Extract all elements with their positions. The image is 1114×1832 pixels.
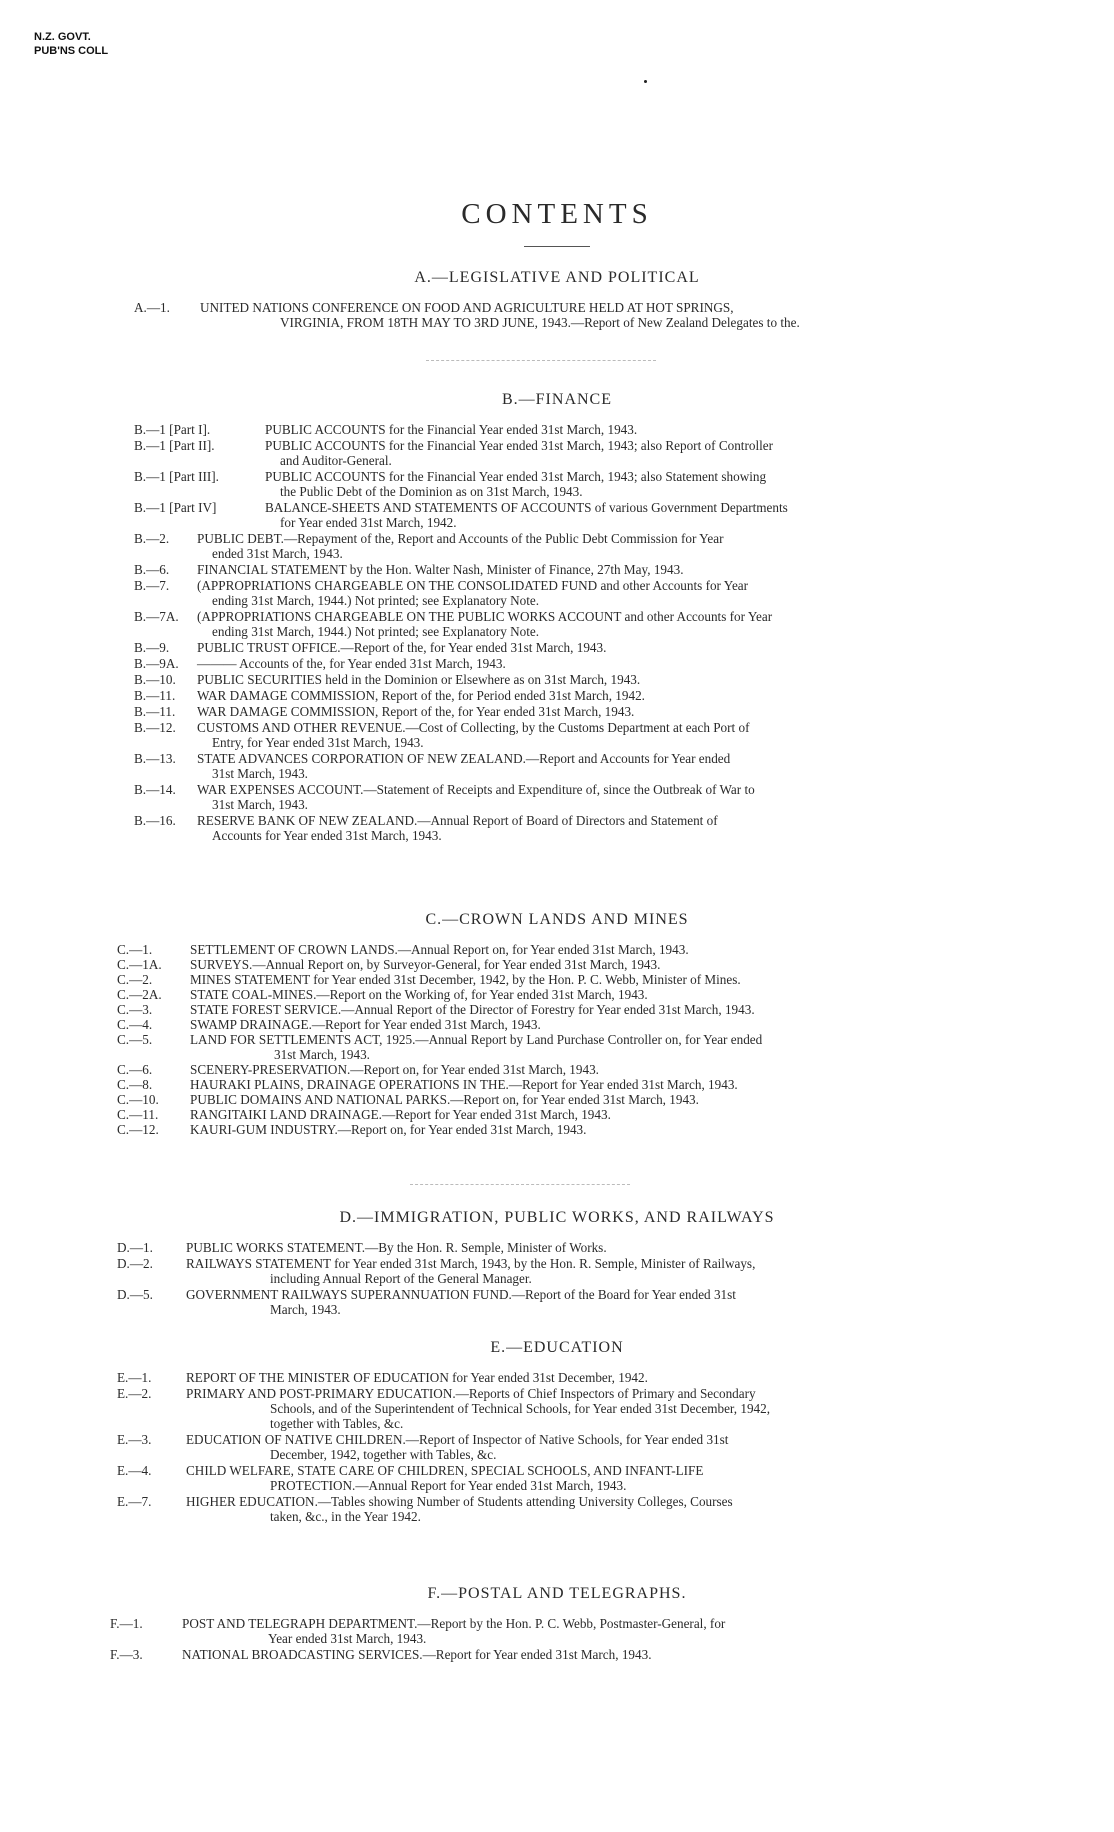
entry-code: D.—1. <box>117 1240 153 1255</box>
entry-title: REPORT OF THE MINISTER OF EDUCATION for Year ended 31st December, 1942. <box>186 1370 648 1385</box>
entry-continuation: March, 1943. <box>270 1302 341 1317</box>
entry-title: BALANCE-SHEETS AND STATEMENTS OF ACCOUNTS of various Government Departments <box>265 500 788 515</box>
entry-title: PUBLIC SECURITIES held in the Dominion or Elsewhere as on 31st March, 1943. <box>197 672 641 687</box>
entry-code: C.—2A. <box>117 987 162 1002</box>
entry-code: B.—11. <box>134 704 176 719</box>
entry-continuation: taken, &c., in the Year 1942. <box>270 1509 421 1524</box>
entry-title: PRIMARY AND POST-PRIMARY EDUCATION.—Reports of Chief Inspectors of Primary and Secondary <box>186 1386 756 1401</box>
entry-continuation: Schools, and of the Superintendent of Technical Schools, for Year ended 31st December, 1942, <box>270 1401 771 1416</box>
entry-continuation: ending 31st March, 1944.) Not printed; see Explanatory Note. <box>212 624 540 639</box>
entry-code: B.—1 [Part II]. <box>134 438 215 453</box>
entry-code: C.—10. <box>117 1092 159 1107</box>
entry-title: HAURAKI PLAINS, DRAINAGE OPERATIONS IN THE.—Report for Year ended 31st March, 1943. <box>190 1077 738 1092</box>
section-heading: F.—POSTAL AND TELEGRAPHS. <box>427 1585 687 1602</box>
section-heading: B.—FINANCE <box>501 391 612 408</box>
section-finance <box>0 390 1114 843</box>
entry-code: E.—1. <box>117 1370 152 1385</box>
entry-title: GOVERNMENT RAILWAYS SUPERANNUATION FUND.—Report of the Board for Year ended 31st <box>186 1287 736 1302</box>
entry-code: F.—1. <box>110 1616 143 1631</box>
page-title: CONTENTS <box>461 198 653 230</box>
entry-continuation: ending 31st March, 1944.) Not printed; see Explanatory Note. <box>212 593 540 608</box>
section-heading: C.—CROWN LANDS AND MINES <box>425 911 689 928</box>
entry-title: CUSTOMS AND OTHER REVENUE.—Cost of Collecting, by the Customs Department at each Port of <box>197 720 750 735</box>
entry-title: LAND FOR SETTLEMENTS ACT, 1925.—Annual Report by Land Purchase Controller on, for Year ended <box>190 1032 763 1047</box>
section-legislative <box>0 268 1114 330</box>
entry-code: B.—7. <box>134 578 170 593</box>
entry-continuation: Entry, for Year ended 31st March, 1943. <box>212 735 424 750</box>
entry-title: WAR DAMAGE COMMISSION, Report of the, for Year ended 31st March, 1943. <box>197 704 635 719</box>
entry-title: NATIONAL BROADCASTING SERVICES.—Report for Year ended 31st March, 1943. <box>182 1647 652 1662</box>
entry-title: WAR DAMAGE COMMISSION, Report of the, for Period ended 31st March, 1942. <box>197 688 645 703</box>
entry-continuation: Accounts for Year ended 31st March, 1943. <box>212 828 442 843</box>
entry-code: C.—3. <box>117 1002 153 1017</box>
entry-continuation: Year ended 31st March, 1943. <box>268 1631 427 1646</box>
entry-continuation: VIRGINIA, FROM 18TH MAY TO 3RD JUNE, 1943.—Report of New Zealand Delegates to the. <box>280 315 800 330</box>
entry-title: STATE FOREST SERVICE.—Annual Report of the Director of Forestry for Year ended 31st March, 1943. <box>190 1002 755 1017</box>
entry-title: PUBLIC DOMAINS AND NATIONAL PARKS.—Report on, for Year ended 31st March, 1943. <box>190 1092 699 1107</box>
entry-title: PUBLIC TRUST OFFICE.—Report of the, for Year ended 31st March, 1943. <box>197 640 607 655</box>
section-education <box>0 1338 1114 1524</box>
section-crown-lands <box>0 910 1114 1137</box>
entry-code: C.—12. <box>117 1122 159 1137</box>
entry-code: C.—1A. <box>117 957 162 972</box>
entry-code: C.—4. <box>117 1017 153 1032</box>
entry-continuation: and Auditor-General. <box>280 453 392 468</box>
entry-title: RESERVE BANK OF NEW ZEALAND.—Annual Report of Board of Directors and Statement of <box>197 813 718 828</box>
entry-code: C.—1. <box>117 942 153 957</box>
entry-code: B.—2. <box>134 531 170 546</box>
section-divider <box>426 360 656 361</box>
entry-code: B.—13. <box>134 751 176 766</box>
entry-title: PUBLIC WORKS STATEMENT.—By the Hon. R. Semple, Minister of Works. <box>186 1240 607 1255</box>
entry-code: E.—4. <box>117 1463 152 1478</box>
entry-continuation: December, 1942, together with Tables, &c. <box>270 1447 497 1462</box>
entry-code: C.—11. <box>117 1107 159 1122</box>
entry-code: B.—12. <box>134 720 176 735</box>
title-rule <box>524 246 590 247</box>
entry-continuation: 31st March, 1943. <box>212 766 308 781</box>
entry-code: E.—2. <box>117 1386 152 1401</box>
entry-continuation: 31st March, 1943. <box>274 1047 370 1062</box>
entry-title: FINANCIAL STATEMENT by the Hon. Walter Nash, Minister of Finance, 27th May, 1943. <box>197 562 684 577</box>
entry-code: C.—8. <box>117 1077 153 1092</box>
entry-code: B.—1 [Part IV] <box>134 500 217 515</box>
entry-title: (APPROPRIATIONS CHARGEABLE ON THE CONSOLIDATED FUND and other Accounts for Year <box>197 578 749 593</box>
entry-continuation: for Year ended 31st March, 1942. <box>280 515 457 530</box>
section-heading: A.—LEGISLATIVE AND POLITICAL <box>414 269 700 286</box>
entry-title: KAURI-GUM INDUSTRY.—Report on, for Year ended 31st March, 1943. <box>190 1122 587 1137</box>
entry-title: UNITED NATIONS CONFERENCE ON FOOD AND AGRICULTURE HELD AT HOT SPRINGS, <box>200 300 734 315</box>
entry-title: SETTLEMENT OF CROWN LANDS.—Annual Report on, for Year ended 31st March, 1943. <box>190 942 689 957</box>
entry-code: B.—9A. <box>134 656 179 671</box>
entry-code: B.—1 [Part III]. <box>134 469 219 484</box>
entry-title: SURVEYS.—Annual Report on, by Surveyor-General, for Year ended 31st March, 1943. <box>190 957 661 972</box>
ink-speck <box>644 80 647 83</box>
section-heading: D.—IMMIGRATION, PUBLIC WORKS, AND RAILWAYS <box>339 1209 775 1226</box>
entry-continuation: 31st March, 1943. <box>212 797 308 812</box>
entry-code: F.—3. <box>110 1647 143 1662</box>
entry-title: WAR EXPENSES ACCOUNT.—Statement of Receipts and Expenditure of, since the Outbreak of War to <box>197 782 755 797</box>
entry-title: ——— Accounts of the, for Year ended 31st March, 1943. <box>197 656 506 671</box>
entry-continuation: PROTECTION.—Annual Report for Year ended 31st March, 1943. <box>270 1478 627 1493</box>
entry-continuation: together with Tables, &c. <box>270 1416 404 1431</box>
entry-code: B.—14. <box>134 782 176 797</box>
entry-continuation: ended 31st March, 1943. <box>212 546 343 561</box>
stamp-line-1: N.Z. GOVT. <box>34 31 91 43</box>
entry-code: E.—3. <box>117 1432 152 1447</box>
entry-code: C.—6. <box>117 1062 153 1077</box>
section-public-works <box>0 1208 1114 1317</box>
entry-title: RAILWAYS STATEMENT for Year ended 31st March, 1943, by the Hon. R. Semple, Minister of Railways, <box>186 1256 756 1271</box>
entry-code: B.—1 [Part I]. <box>134 422 211 437</box>
entry-code: D.—5. <box>117 1287 153 1302</box>
entry-code: B.—10. <box>134 672 176 687</box>
entry-title: EDUCATION OF NATIVE CHILDREN.—Report of Inspector of Native Schools, for Year ended 31st <box>186 1432 729 1447</box>
entry-code: A.—1. <box>134 300 170 315</box>
entry-title: STATE ADVANCES CORPORATION OF NEW ZEALAND.—Report and Accounts for Year ended <box>197 751 731 766</box>
entry-title: PUBLIC ACCOUNTS for the Financial Year ended 31st March, 1943. <box>265 422 638 437</box>
entry-title: STATE COAL-MINES.—Report on the Working of, for Year ended 31st March, 1943. <box>190 987 648 1002</box>
entry-title: PUBLIC ACCOUNTS for the Financial Year ended 31st March, 1943; also Statement showing <box>265 469 767 484</box>
entry-code: C.—5. <box>117 1032 153 1047</box>
section-divider <box>410 1184 630 1185</box>
entry-title: PUBLIC DEBT.—Repayment of the, Report and Accounts of the Public Debt Commission for Year <box>197 531 724 546</box>
entry-title: (APPROPRIATIONS CHARGEABLE ON THE PUBLIC WORKS ACCOUNT and other Accounts for Year <box>197 609 773 624</box>
library-stamp <box>34 30 108 58</box>
entry-title: RANGITAIKI LAND DRAINAGE.—Report for Year ended 31st March, 1943. <box>190 1107 611 1122</box>
entry-title: CHILD WELFARE, STATE CARE OF CHILDREN, SPECIAL SCHOOLS, AND INFANT-LIFE <box>186 1463 704 1478</box>
entry-code: B.—7A. <box>134 609 179 624</box>
entry-title: HIGHER EDUCATION.—Tables showing Number of Students attending University Colleges, Courses <box>186 1494 733 1509</box>
entry-title: SWAMP DRAINAGE.—Report for Year ended 31st March, 1943. <box>190 1017 541 1032</box>
entry-title: PUBLIC ACCOUNTS for the Financial Year ended 31st March, 1943; also Report of Controller <box>265 438 774 453</box>
entry-code: E.—7. <box>117 1494 152 1509</box>
section-heading: E.—EDUCATION <box>490 1339 624 1356</box>
entry-code: D.—2. <box>117 1256 153 1271</box>
entry-code: B.—11. <box>134 688 176 703</box>
entry-code: B.—9. <box>134 640 170 655</box>
section-postal <box>0 1584 1114 1662</box>
entry-title: SCENERY-PRESERVATION.—Report on, for Year ended 31st March, 1943. <box>190 1062 599 1077</box>
entry-code: B.—6. <box>134 562 170 577</box>
entry-title: POST AND TELEGRAPH DEPARTMENT.—Report by the Hon. P. C. Webb, Postmaster-General, for <box>182 1616 726 1631</box>
entry-continuation: the Public Debt of the Dominion as on 31st March, 1943. <box>280 484 583 499</box>
entry-title: MINES STATEMENT for Year ended 31st December, 1942, by the Hon. P. C. Webb, Minister of Mines. <box>190 972 741 987</box>
entry-code: B.—16. <box>134 813 176 828</box>
entry-continuation: including Annual Report of the General Manager. <box>270 1271 532 1286</box>
stamp-line-2: PUB'NS COLL <box>34 45 109 57</box>
entry-code: C.—2. <box>117 972 153 987</box>
